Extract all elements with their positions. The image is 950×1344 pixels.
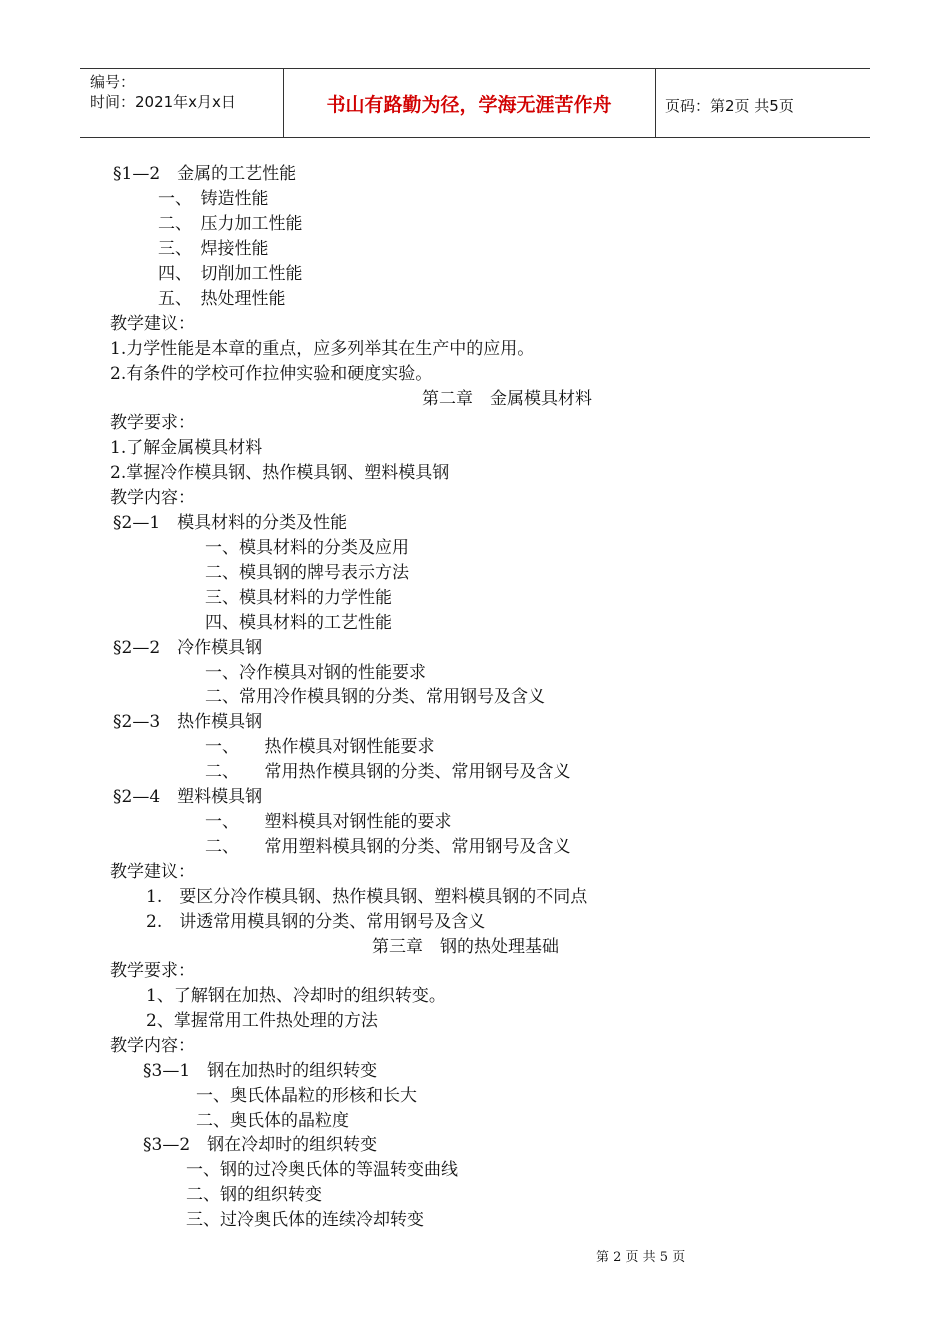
list-item: 一、冷作模具对钢的性能要求 <box>205 663 426 683</box>
list-item: 一、奥氏体晶粒的形核和长大 <box>196 1086 417 1106</box>
header-page-info: 页码：第2页 共5页 <box>665 97 794 115</box>
list-item: 2、掌握常用工件热处理的方法 <box>146 1011 378 1031</box>
list-item: 四、模具材料的工艺性能 <box>205 613 392 633</box>
label-line: 教学内容： <box>110 488 195 508</box>
list-item: 二、 常用热作模具钢的分类、常用钢号及含义 <box>205 762 571 782</box>
list-item: 二、 压力加工性能 <box>158 214 303 234</box>
list-item: 一、 热作模具对钢性能要求 <box>205 737 435 757</box>
section-heading: §3—1 钢在加热时的组织转变 <box>143 1061 378 1081</box>
page-header <box>80 68 870 138</box>
list-item: 三、过冷奥氏体的连续冷却转变 <box>186 1210 424 1230</box>
list-item: 一、钢的过冷奥氏体的等温转变曲线 <box>186 1160 458 1180</box>
doc-id-label: 编号： <box>90 73 136 91</box>
label-line: 教学要求： <box>110 413 195 433</box>
header-left <box>90 72 236 112</box>
label-line: 教学建议： <box>110 862 195 882</box>
list-item: 三、 焊接性能 <box>158 239 269 259</box>
label-line: 教学建议： <box>110 314 195 334</box>
chapter-title: 第二章 金属模具材料 <box>422 389 592 409</box>
list-item: 一、模具材料的分类及应用 <box>205 538 409 558</box>
label-line: 教学内容： <box>110 1036 195 1056</box>
header-divider <box>655 69 656 137</box>
paragraph-line: 2.有条件的学校可作拉伸实验和硬度实验。 <box>110 364 433 384</box>
label-line: 教学要求： <box>110 961 195 981</box>
list-item: 二、常用冷作模具钢的分类、常用钢号及含义 <box>205 687 545 707</box>
section-heading: §3—2 钢在冷却时的组织转变 <box>143 1135 378 1155</box>
doc-date: 时间：2021年x月x日 <box>90 93 236 111</box>
chapter-title: 第三章 钢的热处理基础 <box>372 937 559 957</box>
list-item: 二、奥氏体的晶粒度 <box>196 1111 349 1131</box>
paragraph-line: 2.掌握冷作模具钢、热作模具钢、塑料模具钢 <box>110 463 450 483</box>
paragraph-line: 1.了解金属模具材料 <box>110 438 263 458</box>
list-item: 二、模具钢的牌号表示方法 <box>205 563 409 583</box>
section-heading: §2—4 塑料模具钢 <box>113 787 263 807</box>
list-item: 二、 常用塑料模具钢的分类、常用钢号及含义 <box>205 837 571 857</box>
list-item: 一、 塑料模具对钢性能的要求 <box>205 812 452 832</box>
page-footer: 第 2 页 共 5 页 <box>596 1250 686 1265</box>
list-item: 五、 热处理性能 <box>158 289 286 309</box>
list-item: 2. 讲透常用模具钢的分类、常用钢号及含义 <box>146 912 486 932</box>
list-item: 二、钢的组织转变 <box>186 1185 322 1205</box>
list-item: 四、 切削加工性能 <box>158 264 303 284</box>
list-item: 一、 铸造性能 <box>158 189 269 209</box>
header-motto: 书山有路勤为径，学海无涯苦作舟 <box>326 93 612 116</box>
paragraph-line: 1.力学性能是本章的重点，应多列举其在生产中的应用。 <box>110 339 535 359</box>
section-heading: §2—1 模具材料的分类及性能 <box>113 513 348 533</box>
list-item: 1、了解钢在加热、冷却时的组织转变。 <box>146 986 446 1006</box>
list-item: 三、模具材料的力学性能 <box>205 588 392 608</box>
section-heading: §2—3 热作模具钢 <box>113 712 263 732</box>
section-heading: §2—2 冷作模具钢 <box>113 638 263 658</box>
list-item: 1. 要区分冷作模具钢、热作模具钢、塑料模具钢的不同点 <box>146 887 588 907</box>
section-heading: §1—2 金属的工艺性能 <box>113 164 297 184</box>
